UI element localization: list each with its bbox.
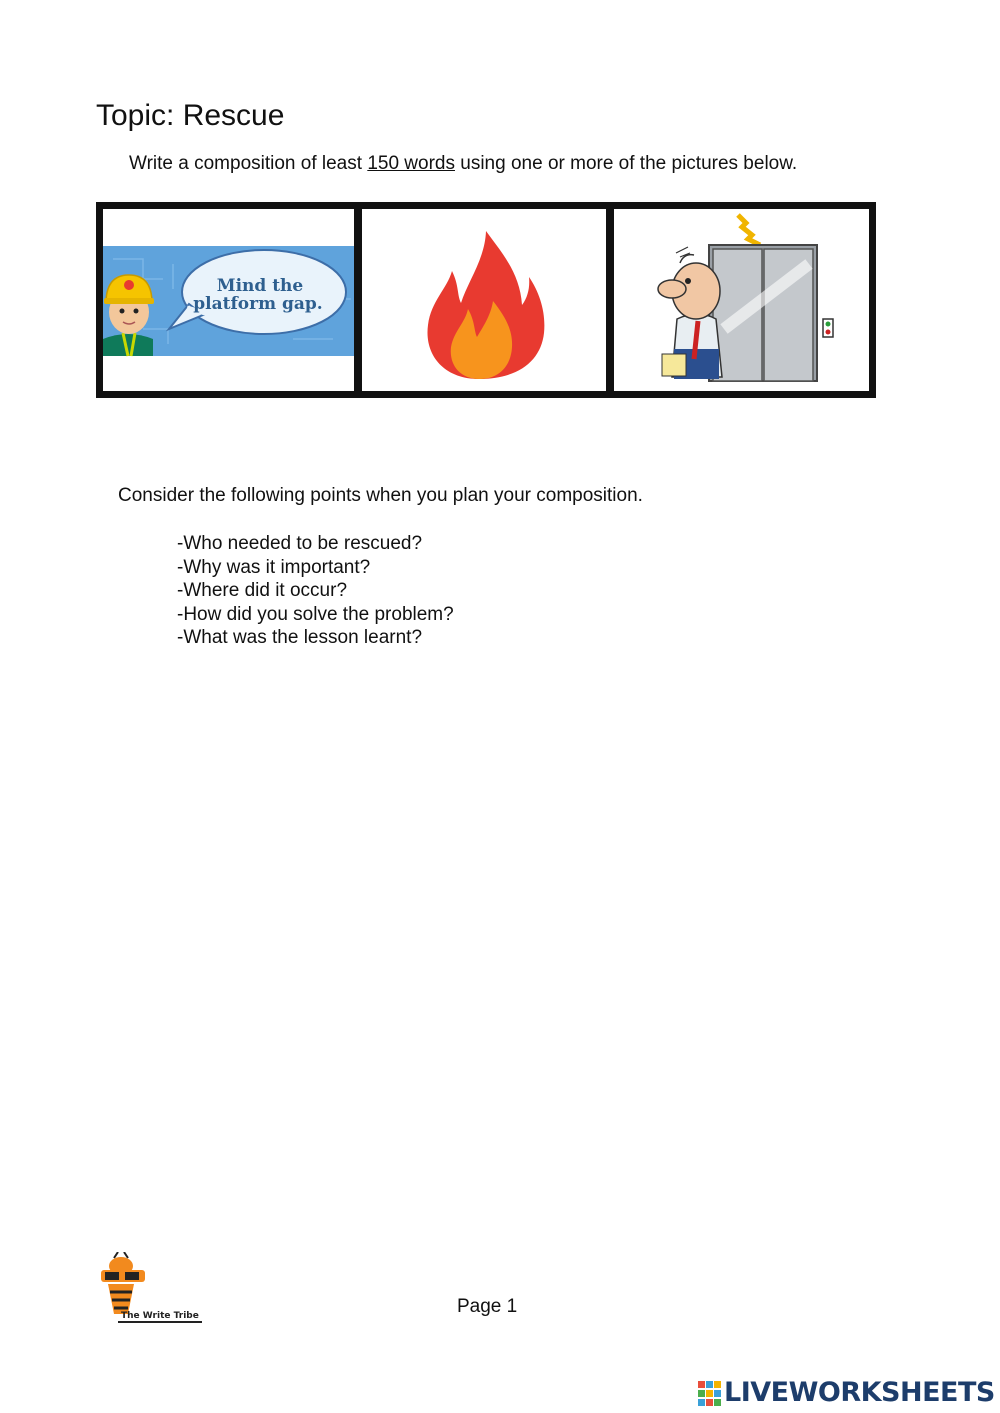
list-item: -Who needed to be rescued? (177, 533, 423, 554)
instruction-text (129, 152, 797, 176)
elevator-man-icon (614, 209, 869, 391)
list-item: -Where did it occur? (177, 580, 348, 601)
speech-bubble-line-1: Mind the (216, 276, 304, 296)
liveworksheets-watermark[interactable] (698, 1376, 994, 1410)
picture-panel-fire (355, 202, 613, 398)
page-title: Topic: Rescue (96, 99, 285, 132)
picture-panel-platform (96, 202, 361, 398)
list-item: -Why was it important? (177, 556, 371, 578)
watermark-text: LIVEWORKSHEETS (724, 1377, 995, 1408)
write-tribe-logo (98, 1252, 208, 1328)
picture-panel-elevator (607, 202, 876, 398)
word-count-requirement: 150 words (367, 153, 455, 174)
consider-instruction: Consider the following points when you plan your composition. (118, 485, 643, 506)
fire-icon (362, 209, 606, 391)
picture-strip (96, 202, 876, 398)
list-item: -What was the lesson learnt? (177, 627, 423, 648)
instruction-after: using one or more of the pictures below. (454, 153, 798, 174)
platform-worker-icon (103, 209, 354, 391)
liveworksheets-logo-icon (698, 1381, 722, 1407)
speech-bubble-line-2: platform gap. (193, 294, 323, 314)
planning-points-list (177, 532, 454, 650)
logo-text: The Write Tribe (121, 1311, 199, 1321)
instruction-before: Write a composition of least (129, 153, 368, 174)
page-number: Page 1 (457, 1296, 518, 1317)
list-item: -How did you solve the problem? (177, 603, 454, 625)
bee-mascot-icon (98, 1252, 208, 1328)
